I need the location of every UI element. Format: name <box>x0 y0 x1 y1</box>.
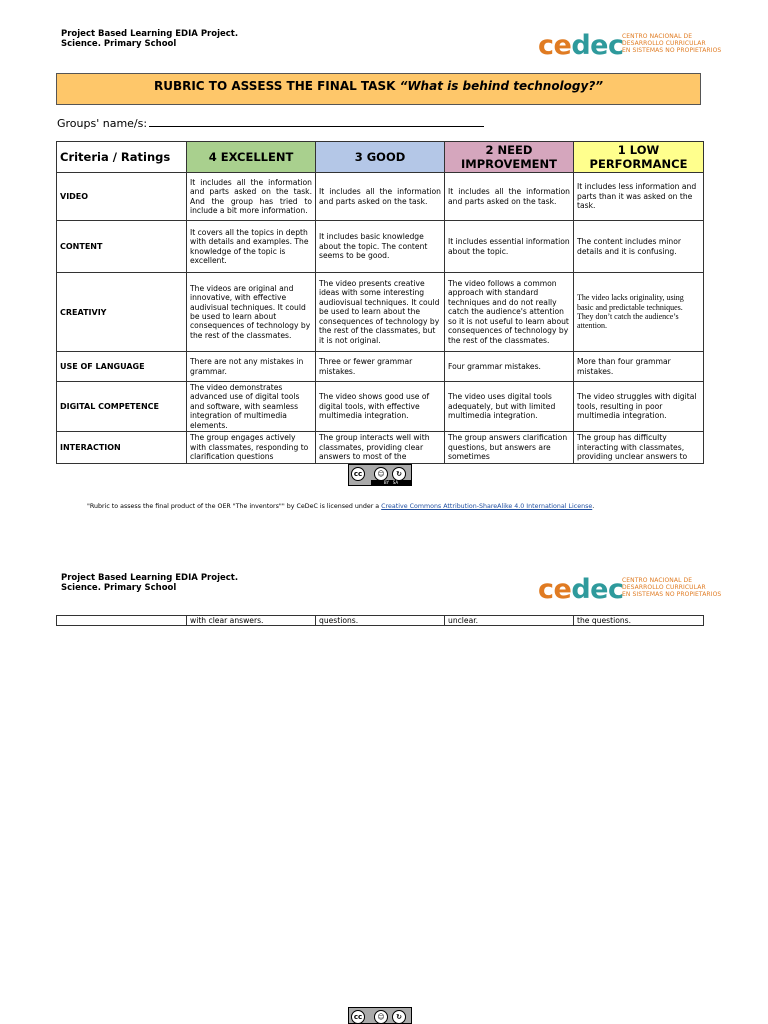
header-excellent: 4 EXCELLENT <box>187 142 316 173</box>
groups-label: Groups' name/s: <box>57 117 148 130</box>
criterion-interaction: INTERACTION <box>57 432 187 464</box>
header-low-performance: 1 LOW PERFORMANCE <box>574 142 704 173</box>
logo-subtitle <box>622 577 721 598</box>
document-header <box>61 29 238 49</box>
cc-sa-label: SA <box>392 480 399 485</box>
rubric-cell: The video presents creative ideas with some interesting audiovisual techniques. It could be used to learn about the consequences of technology by the rest of the classmates, but it is not original. <box>316 273 445 352</box>
groups-name-line[interactable] <box>149 117 484 127</box>
logo-sub-line-3: EN SISTEMAS NO PROPIETARIOS <box>622 47 722 54</box>
header-line-2: Science. Primary School <box>61 583 177 593</box>
continuation-cell: the questions. <box>574 616 704 626</box>
table-row <box>57 616 704 626</box>
rubric-table <box>56 141 704 464</box>
license-link[interactable]: Creative Commons Attribution-ShareAlike 4.0 International License <box>381 503 593 510</box>
criterion-digital-competence: DIGITAL COMPETENCE <box>57 382 187 432</box>
rubric-cell: It covers all the topics in depth with details and examples. The knowledge of the topic is excellent. <box>187 221 316 273</box>
rubric-cell: It includes all the information and parts asked on the task. <box>445 173 574 221</box>
title-italic: “What is behind technology?” <box>399 79 604 93</box>
logo-word-part2: dec <box>571 30 624 61</box>
cc-icon: cc <box>351 1010 365 1024</box>
groups-field <box>57 117 484 130</box>
logo-word-part1: ce <box>538 574 572 605</box>
footnote-end: . <box>592 503 595 510</box>
rubric-cell: It includes basic knowledge about the topic. The content seems to be good. <box>316 221 445 273</box>
logo-sub-line-1: CENTRO NACIONAL DE <box>622 577 693 584</box>
title-prefix: RUBRIC TO ASSESS THE FINAL TASK <box>153 79 400 93</box>
rubric-cell: It includes all the information and parts asked on the task. <box>316 173 445 221</box>
table-row <box>57 382 704 432</box>
table-row <box>57 173 704 221</box>
table-row <box>57 432 704 464</box>
rubric-cell: Four grammar mistakes. <box>445 352 574 382</box>
criterion-video: VIDEO <box>57 173 187 221</box>
logo-word-part1: ce <box>538 30 572 61</box>
rubric-cell: It includes essential information about the topic. <box>445 221 574 273</box>
continuation-cell: unclear. <box>445 616 574 626</box>
continuation-cell: questions. <box>316 616 445 626</box>
footnote-text: "Rubric to assess the final product of the OER "The inventors"" by CeDeC is licensed under a <box>87 503 382 510</box>
cc-by-label: BY <box>383 480 389 485</box>
rubric-cell: The video demonstrates advanced use of digital tools and software, with seamless integration of multimedia elements. <box>187 382 316 432</box>
header-line-1: Project Based Learning EDIA Project. <box>61 573 239 583</box>
sa-icon: ↻ <box>392 467 406 481</box>
rubric-title <box>56 73 701 105</box>
rubric-table-continuation <box>56 615 704 626</box>
sa-icon: ↻ <box>392 1010 406 1024</box>
by-icon: ☺ <box>374 1010 388 1024</box>
header-line-1: Project Based Learning EDIA Project. <box>61 29 239 39</box>
rubric-cell: The video follows a common approach with standard techniques and do not really catch the audience's attention so it is not useful to learn about consequences of technology by the rest of the classmates. <box>445 273 574 352</box>
logo-word-part2: dec <box>571 574 624 605</box>
logo-sub-line-3: EN SISTEMAS NO PROPIETARIOS <box>622 591 722 598</box>
header-need-improvement: 2 NEED IMPROVEMENT <box>445 142 574 173</box>
license-footnote <box>87 503 594 510</box>
rubric-cell: There are not any mistakes in grammar. <box>187 352 316 382</box>
rubric-header-row <box>57 142 704 173</box>
document-header-page-2 <box>61 573 238 593</box>
rubric-cell: The group answers clarification questions, but answers are sometimes <box>445 432 574 464</box>
rubric-cell: The group interacts well with classmates, providing clear answers to most of the <box>316 432 445 464</box>
table-row <box>57 273 704 352</box>
rubric-cell: More than four grammar mistakes. <box>574 352 704 382</box>
continuation-cell <box>57 616 187 626</box>
rubric-cell: The video struggles with digital tools, resulting in poor multimedia integration. <box>574 382 704 432</box>
continuation-cell: with clear answers. <box>187 616 316 626</box>
cc-badge-labels <box>371 480 411 485</box>
header-criteria: Criteria / Ratings <box>57 142 187 173</box>
creative-commons-badge <box>348 464 412 486</box>
header-good: 3 GOOD <box>316 142 445 173</box>
rubric-cell: The video lacks originality, using basic and predictable techniques. They don’t catch the audience’s attention. <box>574 273 704 352</box>
rubric-cell: The video shows good use of digital tools, with effective multimedia integration. <box>316 382 445 432</box>
criterion-creativity: CREATIVIY <box>57 273 187 352</box>
table-row <box>57 221 704 273</box>
creative-commons-badge-page-2 <box>348 1007 412 1024</box>
by-icon: ☺ <box>374 467 388 481</box>
table-row <box>57 352 704 382</box>
rubric-cell: Three or fewer grammar mistakes. <box>316 352 445 382</box>
rubric-cell: It includes all the information and parts asked on the task. And the group has tried to include a bit more information. <box>187 173 316 221</box>
rubric-cell: The video uses digital tools adequately, but with limited multimedia integration. <box>445 382 574 432</box>
logo-sub-line-2: DESARROLLO CURRICULAR <box>622 40 706 47</box>
logo-sub-line-2: DESARROLLO CURRICULAR <box>622 584 706 591</box>
rubric-cell: The videos are original and innovative, with effective audivisual techniques. It could be used to learn about consequences of technology by the rest of the classmates. <box>187 273 316 352</box>
rubric-cell: It includes less information and parts than it was asked on the task. <box>574 173 704 221</box>
cc-icon: cc <box>351 467 365 481</box>
rubric-cell: The content includes minor details and it is confusing. <box>574 221 704 273</box>
criterion-use-of-language: USE OF LANGUAGE <box>57 352 187 382</box>
rubric-cell: The group engages actively with classmates, responding to clarification questions <box>187 432 316 464</box>
rubric-cell: The group has difficulty interacting with classmates, providing unclear answers to <box>574 432 704 464</box>
logo-sub-line-1: CENTRO NACIONAL DE <box>622 33 693 40</box>
header-line-2: Science. Primary School <box>61 39 177 49</box>
criterion-content: CONTENT <box>57 221 187 273</box>
logo-subtitle <box>622 33 721 54</box>
